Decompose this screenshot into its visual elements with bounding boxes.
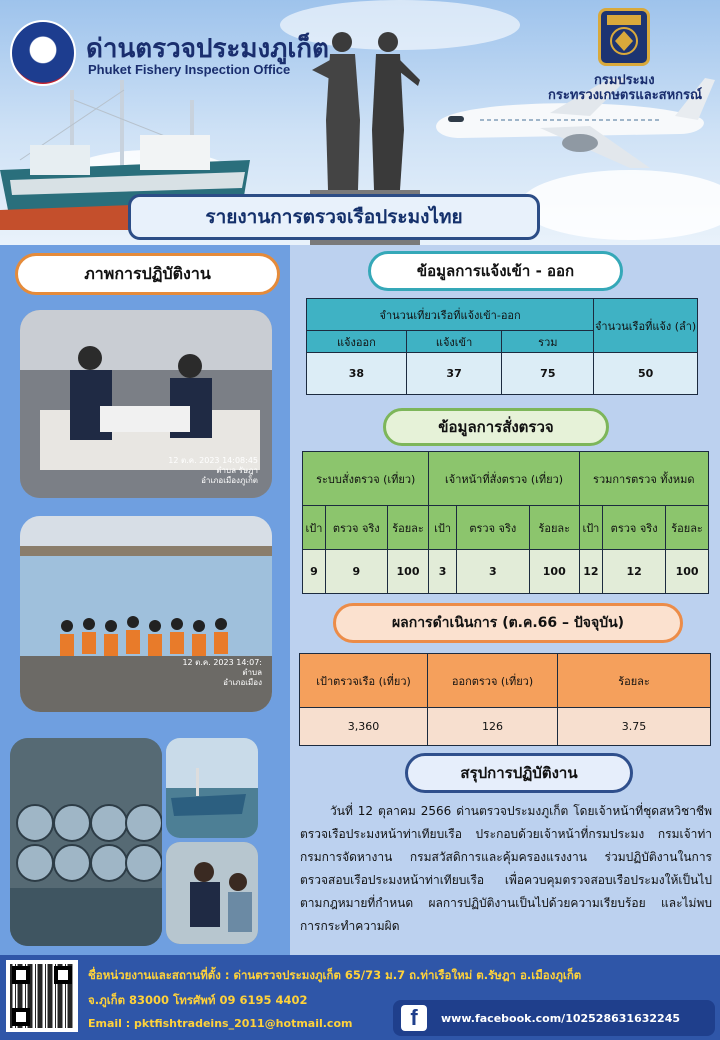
header-banner bbox=[0, 0, 720, 245]
photo-1-timestamp bbox=[168, 456, 258, 486]
orders-value: 9 bbox=[303, 550, 326, 594]
orders-table bbox=[302, 451, 709, 594]
orders-group-officer: เจ้าหน้าที่สั่งตรวจ (เที่ยว) bbox=[429, 452, 579, 506]
report-title: รายงานการตรวจเรือประมงไทย bbox=[205, 206, 463, 228]
orders-value: 100 bbox=[529, 550, 579, 594]
notify-trips-header: จำนวนเที่ยวเรือที่แจ้งเข้า-ออก bbox=[307, 299, 594, 331]
facebook-url[interactable]: www.facebook.com/102528631632245 bbox=[441, 1011, 680, 1025]
qr-finder-mark bbox=[12, 1008, 30, 1026]
orders-section-label: ข้อมูลการสั่งตรวจ bbox=[383, 408, 609, 446]
department-name: กรมประมง bbox=[594, 73, 655, 88]
orders-col-actual: ตรวจ จริง bbox=[603, 506, 666, 550]
facebook-icon: f bbox=[401, 1005, 427, 1031]
harbor-photo bbox=[166, 738, 258, 838]
orders-value: 100 bbox=[387, 550, 429, 594]
fish-hold-photo bbox=[10, 738, 162, 946]
orders-group-total: รวมการตรวจ ทั้งหมด bbox=[579, 452, 708, 506]
orders-col-target: เป้า bbox=[579, 506, 603, 550]
results-table bbox=[299, 653, 711, 746]
department-of-fisheries-logo bbox=[598, 8, 650, 66]
orders-value: 3 bbox=[429, 550, 456, 594]
orders-col-target: เป้า bbox=[429, 506, 456, 550]
notify-section-label: ข้อมูลการแจ้งเข้า - ออก bbox=[368, 251, 623, 291]
notify-value-boats: 50 bbox=[594, 353, 698, 395]
results-col-percent: ร้อยละ bbox=[558, 654, 711, 708]
org-title: ด่านตรวจประมงภูเก็ต bbox=[86, 34, 329, 64]
officer-interview-photo bbox=[166, 842, 258, 944]
footer-address-line2: จ.ภูเก็ต 83000 โทรศัพท์ 09 6195 4402 bbox=[88, 993, 308, 1007]
orders-col-percent: ร้อยละ bbox=[529, 506, 579, 550]
qr-finder-mark bbox=[54, 966, 72, 984]
qr-finder-mark bbox=[12, 966, 30, 984]
notify-value-out: 38 bbox=[307, 353, 407, 395]
orders-value: 100 bbox=[666, 550, 709, 594]
photo-2-timestamp bbox=[182, 658, 262, 688]
footer-address-line1: ชื่อหน่วยงานและสถานที่ตั้ง : ด่านตรวจประมงภูเก็ต 65/73 ม.7 ถ.ท่าเรือใหม่ ต.รัษฎา อ.เมืองภูเก็ต bbox=[88, 968, 582, 982]
results-col-out-inspect: ออกตรวจ (เที่ยว) bbox=[428, 654, 558, 708]
notify-boats-header: จำนวนเรือที่แจ้ง (ลำ) bbox=[594, 299, 698, 353]
photos-section-label: ภาพการปฏิบัติงาน bbox=[15, 253, 280, 295]
summary-section-label: สรุปการปฏิบัติงาน bbox=[405, 753, 633, 793]
org-subtitle: Phuket Fishery Inspection Office bbox=[88, 62, 291, 77]
orders-value: 9 bbox=[326, 550, 388, 594]
orders-col-percent: ร้อยละ bbox=[387, 506, 429, 550]
inspection-photo-2 bbox=[20, 516, 272, 712]
facebook-link[interactable] bbox=[393, 1000, 715, 1036]
results-value-target: 3,360 bbox=[300, 708, 428, 746]
notify-col-out: แจ้งออก bbox=[307, 331, 407, 353]
results-value-out-inspect: 126 bbox=[428, 708, 558, 746]
photo-1-stamp-line: ตำบล รัษฎา bbox=[216, 466, 258, 475]
orders-value: 3 bbox=[456, 550, 529, 594]
ministry-name: กระทรวงเกษตรและสหกรณ์ bbox=[548, 88, 703, 103]
notify-col-in: แจ้งเข้า bbox=[406, 331, 502, 353]
orders-col-percent: ร้อยละ bbox=[666, 506, 709, 550]
orders-col-target: เป้า bbox=[303, 506, 326, 550]
photo-1-stamp-line: 12 ต.ค. 2023 14:08:45 bbox=[168, 456, 258, 465]
orders-col-actual: ตรวจ จริง bbox=[456, 506, 529, 550]
notify-value-total: 75 bbox=[502, 353, 594, 395]
notify-col-total: รวม bbox=[502, 331, 594, 353]
photo-1-stamp-line: อำเภอเมืองภูเก็ต bbox=[201, 476, 258, 485]
orders-value: 12 bbox=[579, 550, 603, 594]
footer-email[interactable]: Email : pktfishtradeins_2011@hotmail.com bbox=[88, 1017, 353, 1030]
orders-value: 12 bbox=[603, 550, 666, 594]
report-title-box bbox=[128, 194, 540, 240]
photo-2-stamp-line: 12 ต.ค. 2023 14:07: bbox=[182, 658, 262, 667]
orders-group-system: ระบบสั่งตรวจ (เที่ยว) bbox=[303, 452, 429, 506]
fishery-inspection-logo bbox=[10, 20, 76, 86]
results-value-percent: 3.75 bbox=[558, 708, 711, 746]
photo-2-stamp-line: อำเภอเมือง bbox=[223, 678, 262, 687]
photo-2-stamp-line: ตำบล bbox=[242, 668, 262, 677]
summary-text: วันที่ 12 ตุลาคม 2566 ด่านตรวจประมงภูเก็ต โดยเจ้าหน้าที่ชุดสหวิชาชีพตรวจเรือประมงหน้าท่าเทียบเรือ ประกอบด้วยเจ้าหน้าที่กรมประมง กรมเจ้าท่า กรมการจัดหางาน กรมสวัสดิการและคุ้มครองแรงงาน ร่วมปฏิบัติงานในการตรวจสอบเรือประมงหน้าท่าเทียบเรือ เพื่อควบคุมตรวจสอบเรือประมงให้เป็นไปตามกฎหมายที่กำหนด ผลการปฏิบัติงานเป็นไปด้วยความเรียบร้อย และไม่พบการกระทำความผิด bbox=[300, 804, 712, 933]
results-col-target: เป้าตรวจเรือ (เที่ยว) bbox=[300, 654, 428, 708]
notify-table bbox=[306, 298, 698, 395]
inspection-photo-1 bbox=[20, 310, 272, 498]
results-section-label: ผลการดำเนินการ (ต.ค.66 – ปัจจุบัน) bbox=[333, 603, 683, 643]
cloud-decoration bbox=[520, 170, 720, 240]
orders-col-actual: ตรวจ จริง bbox=[326, 506, 388, 550]
notify-value-in: 37 bbox=[406, 353, 502, 395]
